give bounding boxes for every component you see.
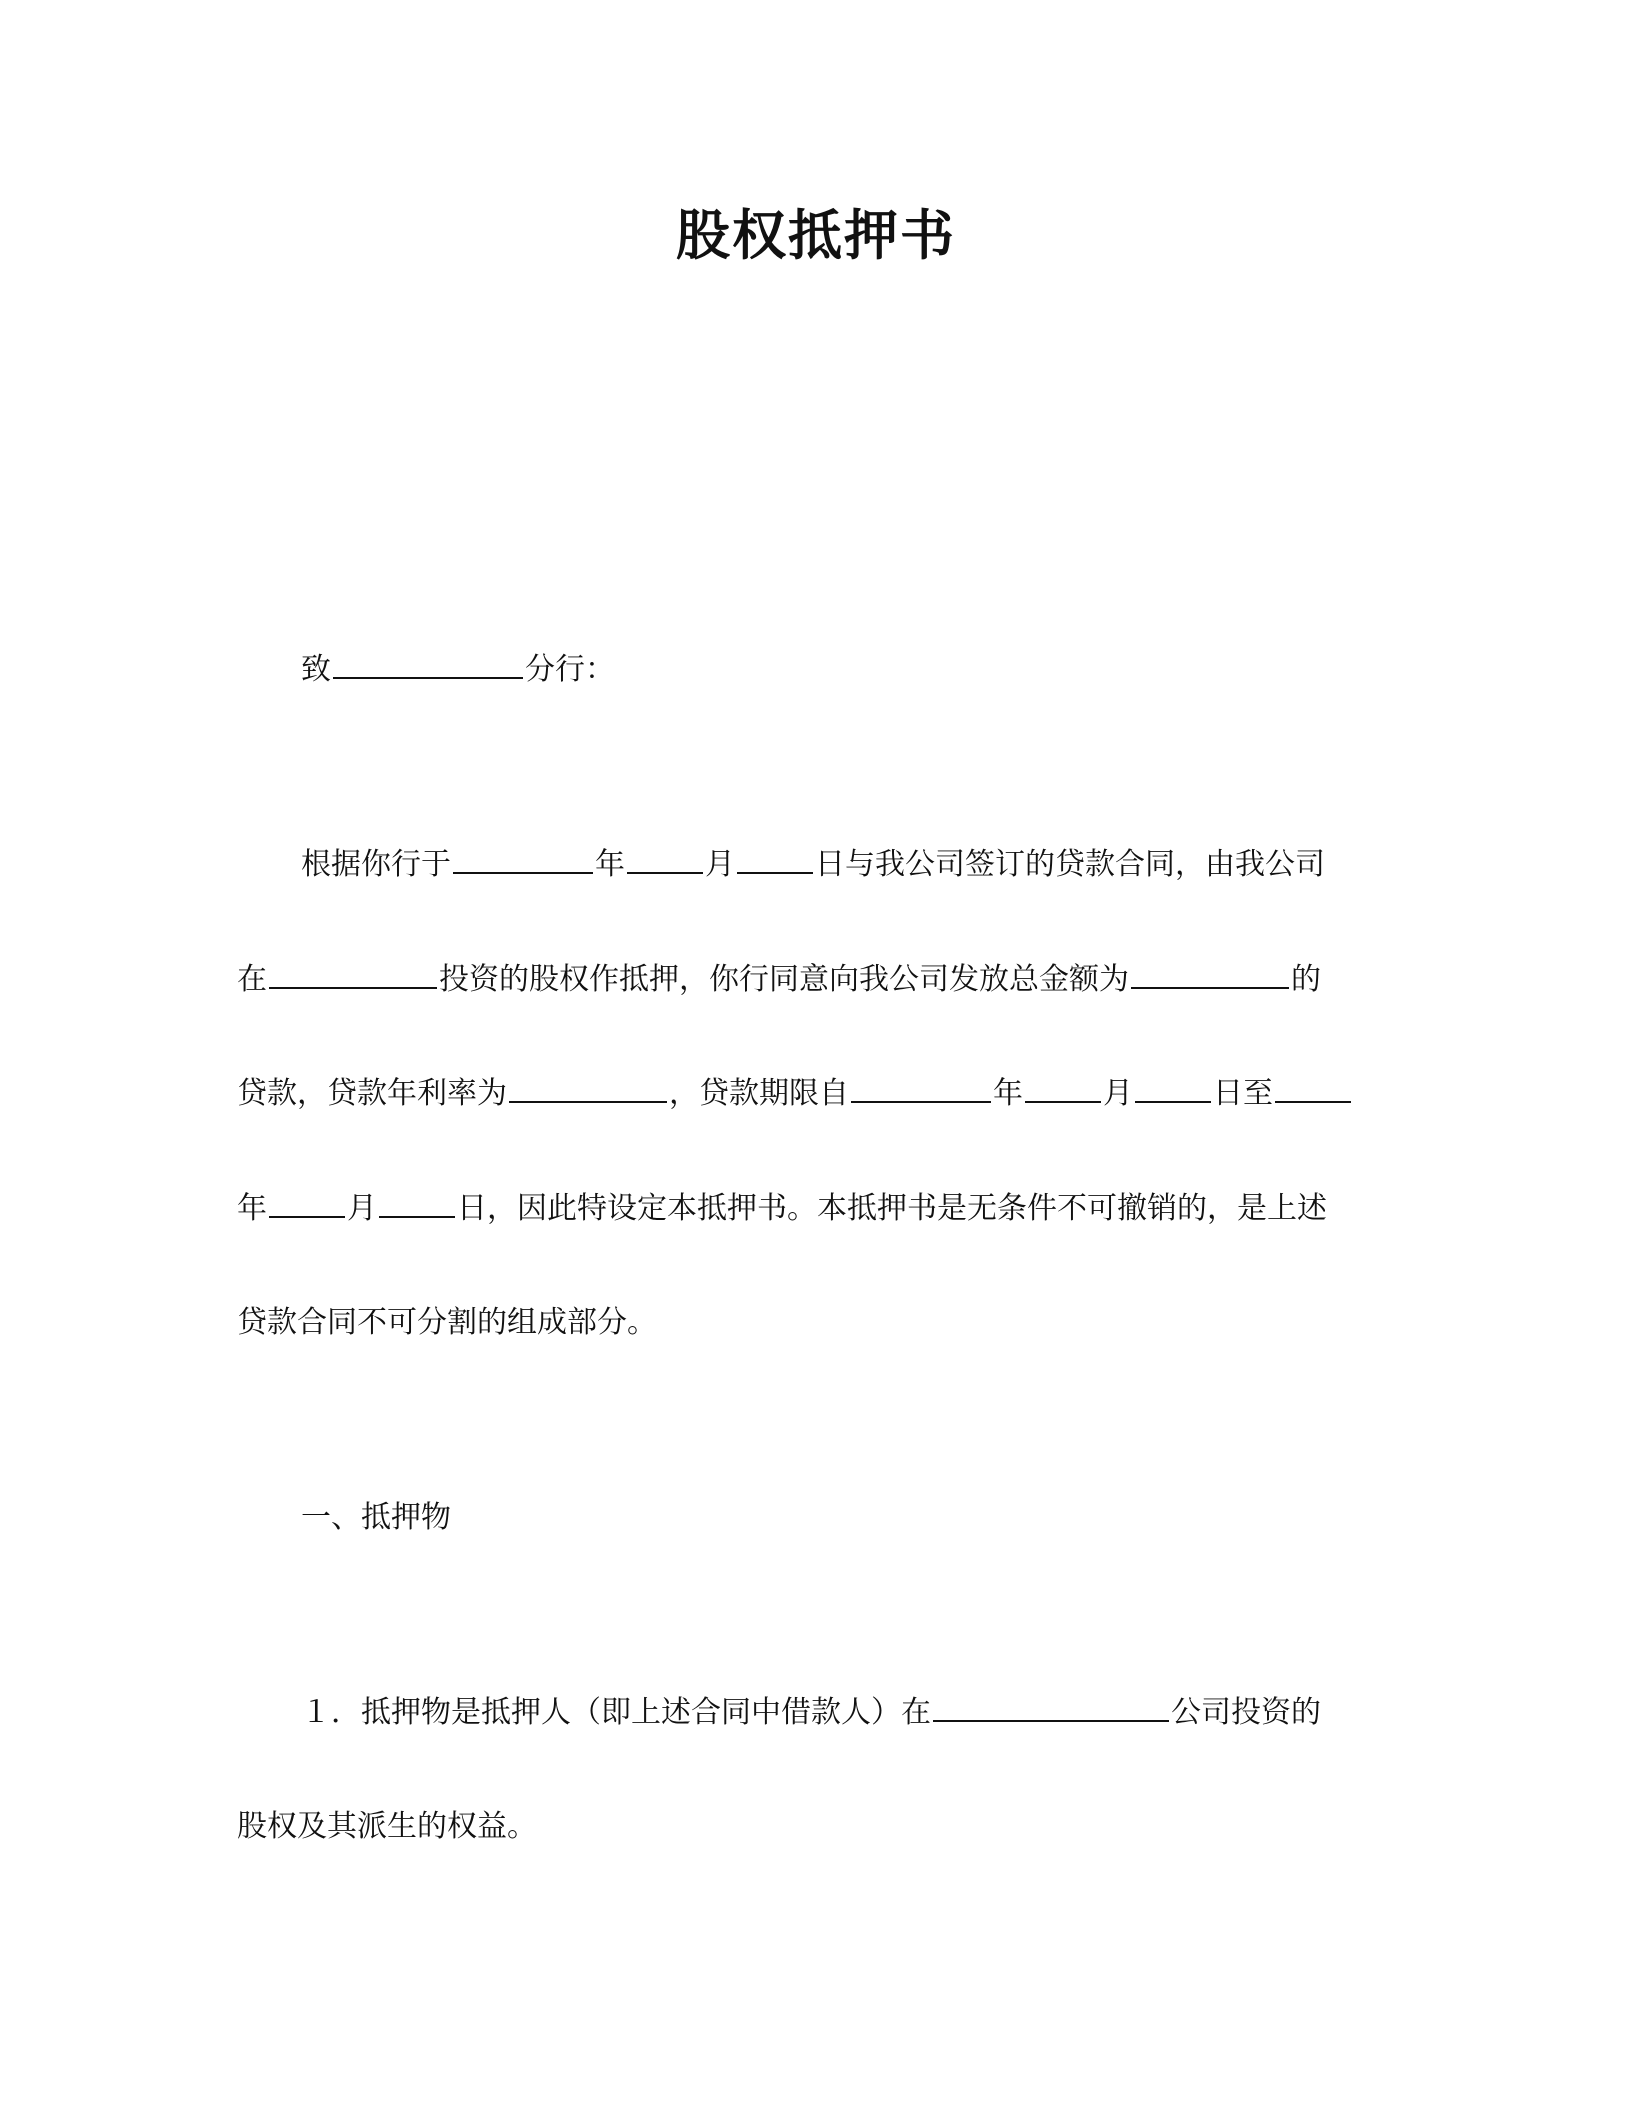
- paragraph1-line2: [237, 957, 1321, 1002]
- s1-i1-text1: １．抵押物是抵押人（即上述合同中借款人）在: [301, 1695, 931, 1730]
- paragraph1-line1: [301, 842, 1325, 887]
- p1-l3-text4: 月: [1103, 1076, 1133, 1111]
- investment-company-blank[interactable]: [269, 957, 437, 989]
- salutation-line: [301, 647, 615, 692]
- p1-l2-text2: 投资的股权作抵押，你行同意向我公司发放总金额为: [439, 962, 1129, 997]
- section1-item1-line1: [301, 1690, 1321, 1735]
- loan-amount-blank[interactable]: [1131, 957, 1289, 989]
- p1-l2-text1: 在: [237, 962, 267, 997]
- interest-rate-blank[interactable]: [509, 1071, 667, 1103]
- section1-heading: 一、抵押物: [301, 1500, 451, 1535]
- bank-branch-blank[interactable]: [333, 647, 523, 679]
- salutation-prefix: 致: [301, 652, 331, 687]
- p1-l4-text2: 月: [347, 1191, 377, 1226]
- document-title: 股权抵押书: [676, 204, 956, 267]
- term-start-month-blank[interactable]: [1025, 1071, 1101, 1103]
- p1-l4-text1: 年: [237, 1191, 267, 1226]
- salutation-suffix: 分行：: [525, 652, 615, 687]
- p1-l4-text3: 日，因此特设定本抵押书。本抵押书是无条件不可撤销的，是上述: [457, 1191, 1327, 1226]
- paragraph1-line4: [237, 1186, 1327, 1231]
- term-start-day-blank[interactable]: [1135, 1071, 1211, 1103]
- p1-l1-text2: 年: [595, 847, 625, 882]
- p1-l3-text2: ，贷款期限自: [669, 1076, 849, 1111]
- p1-l1-text4: 日与我公司签订的贷款合同，由我公司: [815, 847, 1325, 882]
- p1-l3-text3: 年: [993, 1076, 1023, 1111]
- p1-l2-text3: 的: [1291, 962, 1321, 997]
- p1-l3-text1: 贷款，贷款年利率为: [237, 1076, 507, 1111]
- p1-l1-text1: 根据你行于: [301, 847, 451, 882]
- p1-l1-text3: 月: [705, 847, 735, 882]
- p1-l3-text5: 日至: [1213, 1076, 1273, 1111]
- contract-month-blank[interactable]: [627, 842, 703, 874]
- contract-day-blank[interactable]: [737, 842, 813, 874]
- term-end-day-blank[interactable]: [379, 1186, 455, 1218]
- pledged-company-blank[interactable]: [933, 1690, 1169, 1722]
- paragraph1-line5: 贷款合同不可分割的组成部分。: [237, 1305, 657, 1340]
- section1-item1-line2: 股权及其派生的权益。: [237, 1809, 537, 1844]
- term-start-year-blank[interactable]: [851, 1071, 991, 1103]
- term-end-month-blank[interactable]: [269, 1186, 345, 1218]
- s1-i1-text2: 公司投资的: [1171, 1695, 1321, 1730]
- term-end-year-blank[interactable]: [1275, 1071, 1351, 1103]
- paragraph1-line3: [237, 1071, 1353, 1116]
- contract-year-blank[interactable]: [453, 842, 593, 874]
